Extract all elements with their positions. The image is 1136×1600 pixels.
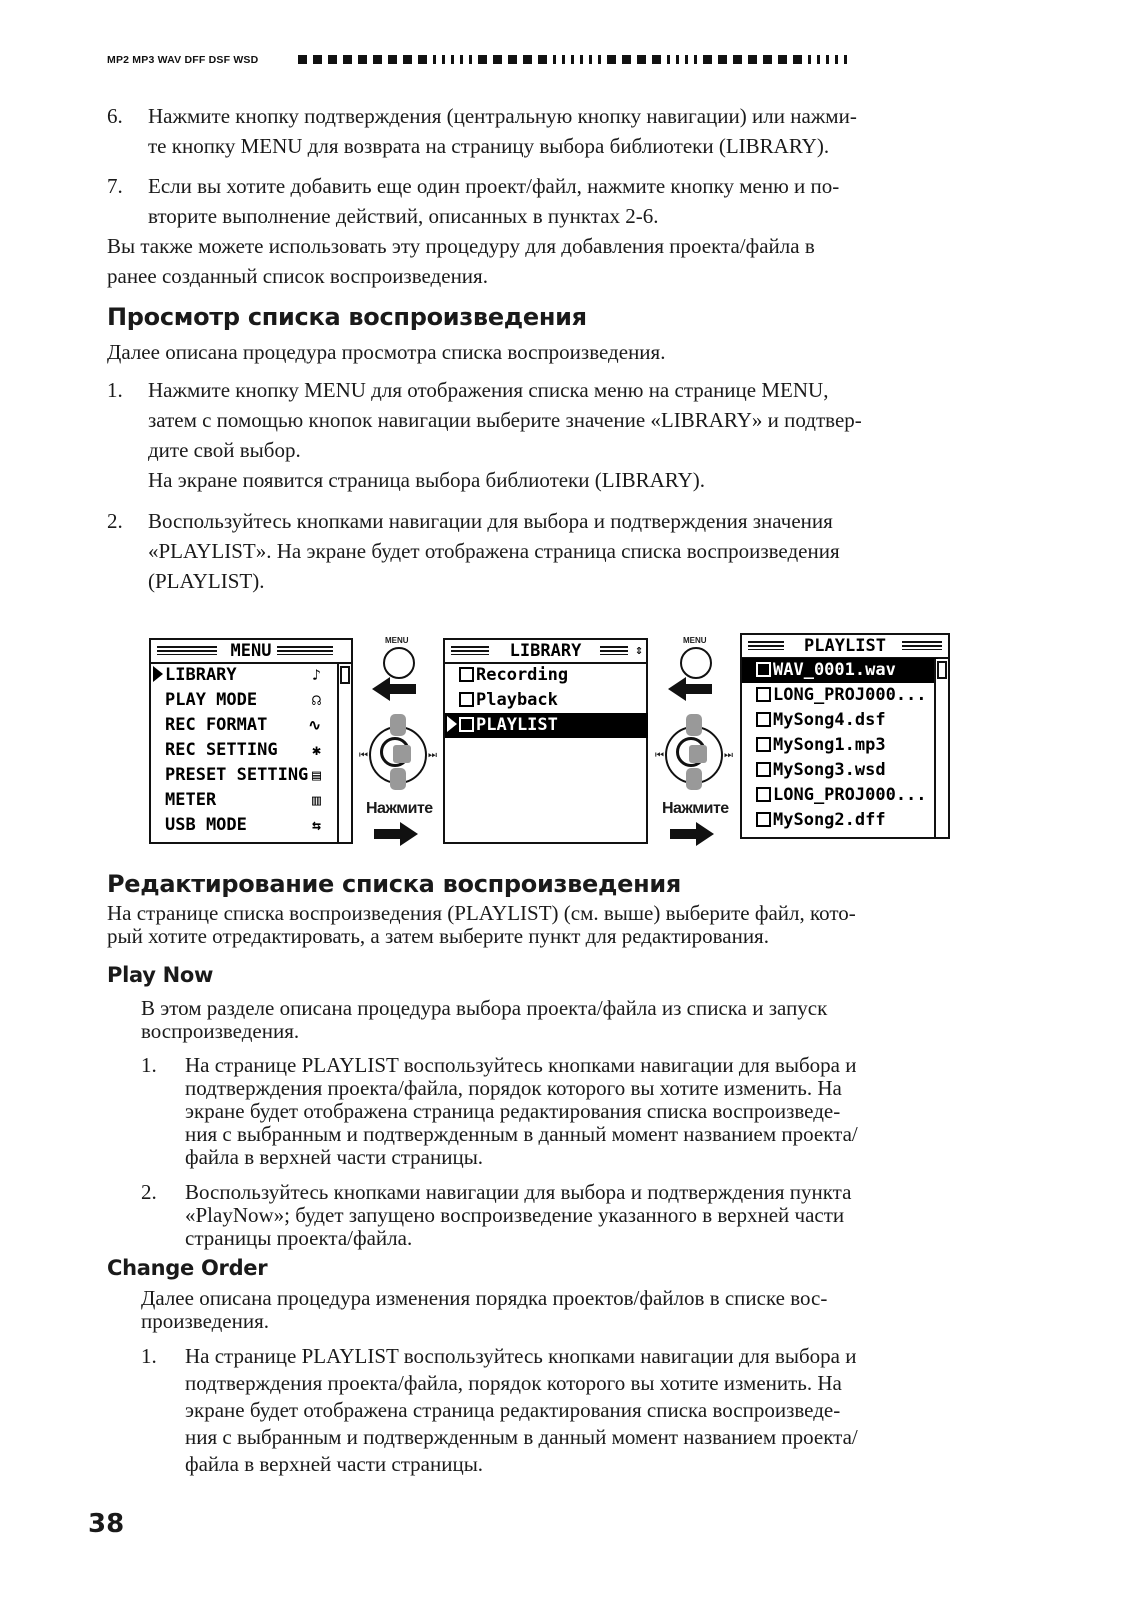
- section-title-view: Просмотр списка воспроизведения: [107, 303, 587, 331]
- playlist-item[interactable]: [742, 733, 938, 758]
- menu-screen: [149, 638, 353, 844]
- menu-item-label: LIBRARY: [165, 665, 237, 685]
- menu-item-icon: ☊: [311, 691, 321, 709]
- step-line: Воспользуйтесь кнопками навигации для выбора и подтверждения пункта: [185, 1180, 852, 1204]
- library-screen: [443, 638, 648, 844]
- step-number: 1.: [107, 378, 123, 402]
- step-line: Нажмите кнопку подтверждения (центральную кнопку навигации) или нажми-: [148, 104, 857, 128]
- step-number: 7.: [107, 174, 123, 198]
- press-center-indicator: [689, 745, 707, 763]
- arrow-right-icon: [668, 820, 714, 848]
- step-number: 1.: [141, 1053, 157, 1077]
- cursor-icon: [447, 716, 457, 732]
- menu-item[interactable]: [151, 788, 339, 813]
- subsection-lead: воспроизведения.: [141, 1019, 300, 1043]
- section-lead: Далее описана процедура просмотра списка воспроизведения.: [107, 340, 666, 364]
- step-line: Если вы хотите добавить еще один проект/файл, нажмите кнопку меню и по-: [148, 174, 840, 198]
- arrow-right-icon: [372, 820, 418, 848]
- playlist-item-label: MySong1.mp3: [773, 735, 886, 755]
- menu-item-label: REC SETTING: [165, 740, 278, 760]
- folder-icon: [459, 692, 474, 707]
- menu-item-label: PRESET SETTING: [165, 765, 309, 785]
- menu-item[interactable]: [151, 663, 339, 688]
- library-item[interactable]: [445, 663, 648, 688]
- audio-file-icon: [756, 687, 771, 702]
- library-item-label: PLAYLIST: [476, 715, 558, 735]
- menu-item-icon: ♪: [311, 666, 321, 684]
- menu-item-label: USB MODE: [165, 815, 247, 835]
- step-line: затем с помощью кнопок навигации выберите значение «LIBRARY» и подтвер-: [148, 408, 862, 432]
- step-line: Нажмите кнопку MENU для отображения списка меню на странице MENU,: [148, 378, 829, 402]
- playlist-item-label: MySong4.dsf: [773, 710, 886, 730]
- playlist-item-label: LONG_PROJ000...: [773, 785, 927, 805]
- menu-item[interactable]: [151, 688, 339, 713]
- next-track-icon: ⏭: [428, 750, 437, 761]
- menu-item-icon: ✱: [311, 741, 321, 759]
- section-title-edit: Редактирование списка воспроизведения: [107, 870, 681, 898]
- press-center-indicator: [393, 745, 411, 763]
- playlist-item[interactable]: [742, 708, 938, 733]
- menu-button-label: MENU: [385, 636, 409, 645]
- playlist-screen-titlebar: [742, 635, 948, 659]
- library-item-label: Recording: [476, 665, 569, 685]
- step-line: Воспользуйтесь кнопками навигации для выбора и подтверждения значения: [148, 509, 833, 533]
- audio-file-icon: [756, 737, 771, 752]
- press-label: Нажмите: [662, 800, 729, 817]
- section-lead: рый хотите отредактировать, а затем выберите пункт для редактирования.: [107, 924, 769, 948]
- playlist-item-label: LONG_PROJ000...: [773, 685, 927, 705]
- prev-track-icon: ⏮: [359, 750, 368, 761]
- step-line: экране будет отображена страница редактирования списка воспроизведе-: [185, 1398, 841, 1422]
- step-line: вторите выполнение действий, описанных в пунктах 2-6.: [148, 204, 659, 228]
- audio-file-icon: [756, 762, 771, 777]
- step-line: подтверждения проекта/файла, порядок которого вы хотите изменить. На: [185, 1076, 842, 1100]
- menu-item-label: PLAY MODE: [165, 690, 258, 710]
- step-line: На странице PLAYLIST воспользуйтесь кнопками навигации для выбора и: [185, 1053, 857, 1077]
- menu-item[interactable]: [151, 763, 339, 788]
- step-line: страницы проекта/файла.: [185, 1226, 413, 1250]
- step-number: 2.: [107, 509, 123, 533]
- menu-item[interactable]: [151, 738, 339, 763]
- step-number: 2.: [141, 1180, 157, 1204]
- audio-file-icon: [756, 662, 771, 677]
- press-down-indicator: [686, 768, 702, 790]
- intro-note-line: ранее созданный список воспроизведения.: [107, 264, 488, 288]
- menu-item[interactable]: [151, 813, 339, 838]
- library-item[interactable]: [445, 713, 648, 738]
- library-screen-titlebar: [445, 640, 646, 664]
- step-line: «PLAYLIST». На экране будет отображена страница списка воспроизведения: [148, 539, 840, 563]
- menu-screen-title: MENU: [228, 641, 275, 661]
- scroll-updown-icon: ⇕: [635, 643, 643, 658]
- prev-track-icon: ⏮: [655, 750, 664, 761]
- playlist-screen: [740, 633, 950, 839]
- menu-screen-titlebar: [151, 640, 351, 664]
- section-lead: На странице списка воспроизведения (PLAYLIST) (см. выше) выберите файл, кото-: [107, 901, 856, 925]
- step-line: файла в верхней части страницы.: [185, 1145, 484, 1169]
- subsection-title-play-now: Play Now: [107, 963, 214, 987]
- step-line: подтверждения проекта/файла, порядок которого вы хотите изменить. На: [185, 1371, 842, 1395]
- menu-item-icon: ⇆: [311, 816, 321, 834]
- playlist-item[interactable]: [742, 758, 938, 783]
- subsection-lead: В этом разделе описана процедура выбора проекта/файла из списка и запуск: [141, 996, 828, 1020]
- press-up-indicator: [390, 714, 406, 736]
- arrow-left-icon: [372, 675, 418, 703]
- menu-item-label: METER: [165, 790, 217, 810]
- step-line: ния с выбранным и подтвержденным в данный момент названием проекта/: [185, 1425, 858, 1449]
- playlist-item-label: WAV_0001.wav: [773, 660, 896, 680]
- playlist-item[interactable]: [742, 808, 938, 833]
- next-track-icon: ⏭: [724, 750, 733, 761]
- press-down-indicator: [390, 768, 406, 790]
- step-number: 1.: [141, 1344, 157, 1368]
- folder-icon: [459, 717, 474, 732]
- playlist-item-label: MySong2.dff: [773, 810, 886, 830]
- library-item-label: Playback: [476, 690, 558, 710]
- running-header-formats: MP2 MP3 WAV DFF DSF WSD: [107, 54, 259, 66]
- playlist-scrollbar: [934, 659, 948, 837]
- playlist-screen-title: PLAYLIST: [801, 636, 889, 656]
- subsection-lead: произведения.: [141, 1309, 269, 1333]
- press-up-indicator: [686, 714, 702, 736]
- running-header-marks: [298, 55, 980, 65]
- step-line: На экране появится страница выбора библиотеки (LIBRARY).: [148, 468, 706, 492]
- library-item[interactable]: [445, 688, 648, 713]
- step-line: (PLAYLIST).: [148, 569, 265, 593]
- playlist-item-label: MySong3.wsd: [773, 760, 886, 780]
- menu-item-icon: ▤: [311, 766, 321, 784]
- step-line: «PlayNow»; будет запущено воспроизведение указанного в верхней части: [185, 1203, 845, 1227]
- press-label: Нажмите: [366, 800, 433, 817]
- menu-item-icon: ∿: [308, 716, 321, 734]
- step-line: экране будет отображена страница редактирования списка воспроизведе-: [185, 1099, 841, 1123]
- intro-note-line: Вы также можете использовать эту процедуру для добавления проекта/файла в: [107, 234, 815, 258]
- step-line: На странице PLAYLIST воспользуйтесь кнопками навигации для выбора и: [185, 1344, 857, 1368]
- subsection-lead: Далее описана процедура изменения порядка проектов/файлов в списке вос-: [141, 1286, 828, 1310]
- step-line: дите свой выбор.: [148, 438, 301, 462]
- page-number: 38: [88, 1509, 125, 1539]
- step-line: те кнопку MENU для возврата на страницу выбора библиотеки (LIBRARY).: [148, 134, 830, 158]
- playlist-item[interactable]: [742, 683, 938, 708]
- audio-file-icon: [756, 787, 771, 802]
- audio-file-icon: [756, 812, 771, 827]
- menu-item-icon: ▥: [311, 791, 321, 809]
- menu-item[interactable]: [151, 713, 339, 738]
- menu-scrollbar: [337, 664, 351, 842]
- step-line: файла в верхней части страницы.: [185, 1452, 484, 1476]
- menu-item-label: REC FORMAT: [165, 715, 268, 735]
- playlist-item[interactable]: [742, 783, 938, 808]
- arrow-left-icon: [668, 675, 714, 703]
- library-screen-title: LIBRARY: [507, 641, 585, 661]
- audio-file-icon: [756, 712, 771, 727]
- step-line: ния с выбранным и подтвержденным в данный момент названием проекта/: [185, 1122, 858, 1146]
- subsection-title-change-order: Change Order: [107, 1256, 268, 1280]
- menu-button-label: MENU: [683, 636, 707, 645]
- step-number: 6.: [107, 104, 123, 128]
- cursor-icon: [153, 666, 163, 682]
- playlist-item[interactable]: [742, 658, 938, 683]
- folder-icon: [459, 667, 474, 682]
